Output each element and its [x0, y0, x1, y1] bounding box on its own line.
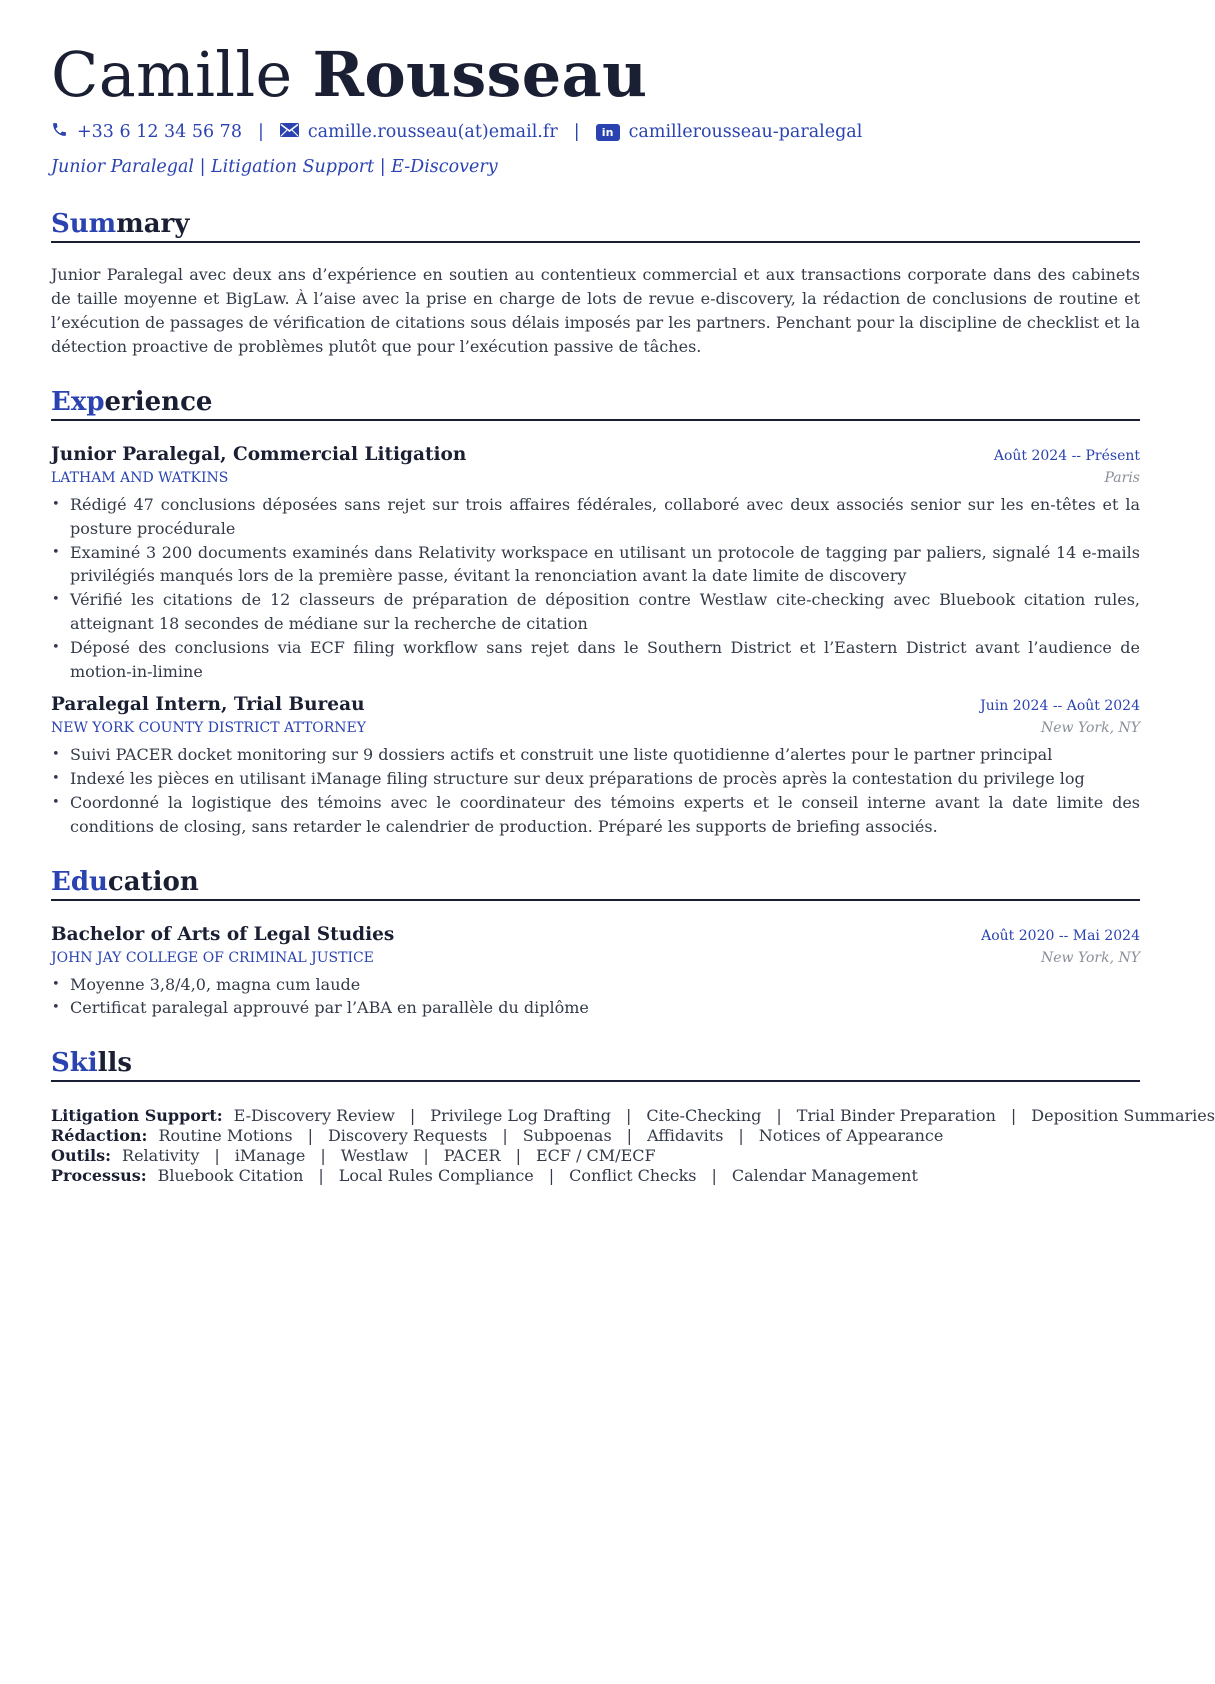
linkedin-icon: in: [596, 124, 620, 141]
email-contact[interactable]: [280, 122, 558, 142]
email-address: camille.rousseau(at)email.fr: [307, 122, 558, 142]
skill-separator: |: [1010, 1106, 1017, 1126]
skill-item: Discovery Requests: [327, 1126, 488, 1146]
skill-separator: |: [625, 1106, 632, 1126]
candidate-name: [51, 38, 1140, 112]
skill-separator: |: [626, 1126, 633, 1146]
skill-row: [51, 1126, 1140, 1146]
tagline: Junior Paralegal | Litigation Support | E-Discovery: [51, 157, 498, 177]
skill-item: ECF / CM/ECF: [535, 1146, 656, 1166]
degree-title: Bachelor of Arts of Legal Studies: [51, 923, 395, 945]
school-name: JOHN JAY COLLEGE OF CRIMINAL JUSTICE: [51, 949, 374, 966]
education-entry: [51, 923, 1140, 1021]
job-location: Paris: [1104, 470, 1140, 486]
job-location: New York, NY: [1041, 720, 1140, 737]
job-title: Junior Paralegal, Commercial Litigation: [51, 444, 467, 465]
skill-item: Bluebook Citation: [157, 1166, 304, 1186]
skills-list: [51, 1106, 1215, 1186]
experience-entry: [51, 693, 1140, 838]
skill-separator: |: [423, 1146, 429, 1166]
phone-number: +33 6 12 34 56 78: [77, 122, 242, 142]
job-bullets: [51, 743, 1140, 838]
job-dates: Août 2024 -- Présent: [993, 448, 1140, 464]
skill-item: Deposition Summaries: [1031, 1106, 1215, 1126]
skill-separator: |: [548, 1166, 555, 1186]
list-item: • Moyenne 3,8/4,0, magna cum laude: [70, 973, 1140, 997]
skill-item: E-Discovery Review: [233, 1106, 395, 1126]
skill-item: iManage: [234, 1146, 306, 1166]
section-title-summary: Summary: [51, 207, 1140, 243]
section-title-experience: Experience: [51, 385, 1140, 421]
first-name: Camille: [51, 38, 293, 111]
skill-separator: |: [711, 1166, 717, 1186]
skill-item: Subpoenas: [522, 1126, 612, 1146]
job-title: Paralegal Intern, Trial Bureau: [51, 694, 365, 716]
summary-text: Junior Paralegal avec deux ans d’expérience en soutien au contentieux commercial et aux transactions corporate dans des cabinets de taille moyenne et BigLaw. À l’aise avec la prise en charge de lots de revue e-discovery, la rédaction de conclusions de routine et l’exécution de passages de vérification de citations sous délais imposés par les partners. Penchant pour la discipline de checklist et la détection proactive de problèmes plutôt que pour l’exécution passive de tâches.: [51, 265, 1140, 356]
job-bullets: [51, 493, 1140, 683]
linkedin-handle: camillerousseau-paralegal: [628, 122, 863, 142]
skill-separator: |: [307, 1126, 313, 1146]
school-location: New York, NY: [1041, 949, 1140, 966]
list-item: • Suivi PACER docket monitoring sur 9 dossiers actifs et construit une liste quotidienne d’alertes pour le partner principal: [70, 743, 1140, 767]
skill-separator: |: [214, 1146, 220, 1166]
education-bullets: [51, 973, 1140, 1021]
list-item: • Coordonné la logistique des témoins avec le coordinateur des témoins experts et le conseil interne avant la date limite des conditions de closing, sans retarder le calendrier de production. Préparé les supports de briefing associés.: [70, 791, 1140, 839]
skill-item: Local Rules Compliance: [338, 1166, 534, 1186]
skill-item: Relativity: [122, 1146, 200, 1166]
employer: LATHAM AND WATKINS: [51, 470, 229, 486]
contact-separator: |: [257, 122, 264, 142]
skill-item: Cite-Checking: [646, 1106, 762, 1126]
skill-separator: |: [502, 1126, 508, 1146]
skill-category: Litigation Support:: [51, 1106, 223, 1126]
skill-separator: |: [515, 1146, 521, 1166]
section-title-education: Education: [51, 865, 1140, 901]
skill-item: PACER: [443, 1146, 501, 1166]
skill-item: Trial Binder Preparation: [796, 1106, 996, 1126]
skill-category: Rédaction:: [51, 1126, 148, 1146]
employer: NEW YORK COUNTY DISTRICT ATTORNEY: [51, 720, 367, 737]
skill-category: Processus:: [51, 1166, 147, 1186]
phone-icon: [51, 121, 68, 143]
skill-item: Westlaw: [340, 1146, 409, 1166]
skill-separator: |: [738, 1126, 744, 1146]
skill-row: [51, 1146, 1140, 1166]
list-item: • Déposé des conclusions via ECF filing workflow sans rejet dans le Southern District et l’Eastern District avant l’audience de motion-in-limine: [70, 636, 1140, 684]
skill-category: Outils:: [51, 1146, 112, 1166]
section-title-skills: Skills: [51, 1046, 1140, 1082]
contact-line: [51, 120, 1140, 144]
skill-item: Conflict Checks: [569, 1166, 697, 1186]
education-dates: Août 2020 -- Mai 2024: [981, 927, 1140, 944]
skill-item: Routine Motions: [158, 1126, 293, 1146]
last-name: Rousseau: [312, 38, 648, 111]
linkedin-contact[interactable]: [596, 122, 863, 142]
skill-separator: |: [776, 1106, 782, 1126]
list-item: • Indexé les pièces en utilisant iManage filing structure sur deux préparations de procès après la contestation du privilege log: [70, 767, 1140, 791]
skill-row: [51, 1106, 1215, 1126]
experience-entry: [51, 443, 1140, 683]
skill-item: Privilege Log Drafting: [430, 1106, 611, 1126]
list-item: • Certificat paralegal approuvé par l’ABA en parallèle du diplôme: [70, 996, 1140, 1020]
skill-separator: |: [320, 1146, 326, 1166]
envelope-icon: [280, 122, 299, 142]
job-dates: Juin 2024 -- Août 2024: [980, 698, 1140, 715]
list-item: • Vérifié les citations de 12 classeurs de préparation de déposition contre Westlaw cite-checking avec Bluebook citation rules, atteignant 18 secondes de médiane sur la recherche de citation: [70, 588, 1140, 636]
skill-item: Affidavits: [647, 1126, 724, 1146]
skill-separator: |: [409, 1106, 416, 1126]
skill-item: Calendar Management: [731, 1166, 918, 1186]
contact-separator: |: [573, 122, 580, 142]
skill-separator: |: [318, 1166, 324, 1186]
skill-row: [51, 1166, 1140, 1186]
list-item: • Rédigé 47 conclusions déposées sans rejet sur trois affaires fédérales, collaboré avec deux associés senior sur les en-têtes et la posture procédurale: [70, 493, 1140, 541]
phone-contact[interactable]: [51, 121, 242, 143]
list-item: • Examiné 3 200 documents examinés dans Relativity workspace en utilisant un protocole de tagging par paliers, signalé 14 e-mails privilégiés manqués lors de la première passe, évitant la renonciation avant la date limite de discovery: [70, 541, 1140, 589]
skill-item: Notices of Appearance: [758, 1126, 944, 1146]
